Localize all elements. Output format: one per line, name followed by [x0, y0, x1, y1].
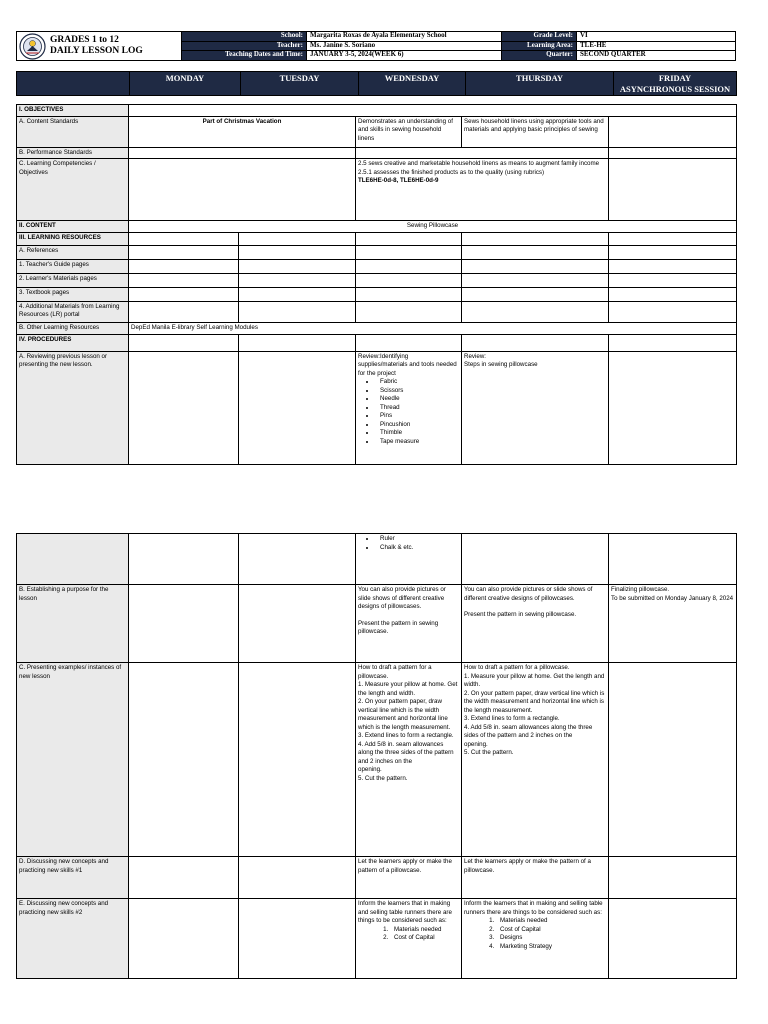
day-thursday: THURSDAY — [466, 72, 614, 96]
list-item: • Ruler — [376, 535, 459, 544]
list-item: 2. Cost of Capital — [496, 926, 606, 935]
day-friday-line1: FRIDAY — [658, 73, 692, 83]
performance-standards-label: B. Performance Standards — [17, 147, 129, 159]
christmas-vacation-text: Part of Christmas Vacation — [129, 116, 356, 147]
cs-thursday: Sews household linens using appropriate tools and materials and applying basic principles of sewing — [462, 116, 609, 147]
row-review — [17, 351, 737, 464]
list-item: 1. Materials needed — [496, 917, 606, 926]
list-item: 3. Designs — [496, 934, 606, 943]
step-text: How to draft a pattern for a pillowcase. — [464, 664, 570, 671]
discuss2-intro: Inform the learners that in making and selling table runners there are things to be considered such as: — [464, 900, 603, 916]
dates-label: Teaching Dates and Time: — [182, 51, 307, 61]
row-textbook — [17, 287, 737, 301]
header-table — [16, 31, 736, 61]
school-value: Margarita Roxas de Ayala Elementary School — [307, 32, 502, 42]
review-wednesday — [356, 351, 462, 464]
teacher-value: Ms. Janine S. Soriano — [307, 41, 502, 51]
purpose-fri-text1: Finalizing pillowcase. — [611, 586, 670, 593]
list-item: 2. Cost of Capital — [390, 934, 459, 943]
competency-line1: 2.5 sews creative and marketable household linens as means to augment family income — [358, 160, 600, 167]
competency-codes: TLE6HE-0d-8, TLE6HE-0d-9 — [358, 177, 439, 184]
step-text: opening. — [358, 766, 382, 773]
discuss1-wednesday: Let the learners apply or make the pattern of a pillowcase. — [356, 857, 462, 899]
title-line1: GRADES 1 to 12 — [50, 35, 119, 45]
review-thursday — [462, 351, 609, 464]
title-line2: DAILY LESSON LOG — [50, 46, 143, 56]
header-title-cell — [17, 32, 182, 61]
step-text: 5. Cut the pattern. — [358, 774, 408, 782]
review-thu-line2: Steps in sewing pillowcase — [464, 361, 538, 368]
list-item: • Thimble — [376, 429, 459, 438]
purpose-wednesday — [356, 585, 462, 663]
content-value: Sewing Pillowcase — [129, 221, 737, 233]
list-item: • Pincushion — [376, 421, 459, 430]
school-label: School: — [182, 32, 307, 42]
row-purpose — [17, 585, 737, 663]
content-standards-label: A. Content Standards — [17, 116, 129, 147]
list-item: • Needle — [376, 395, 459, 404]
teachers-guide-label: 1. Teacher's Guide pages — [17, 259, 129, 273]
row-procedures — [17, 334, 737, 351]
day-friday — [614, 72, 737, 96]
competencies-label: C. Learning Competencies / Objectives — [17, 159, 129, 221]
list-item: • Pins — [376, 412, 459, 421]
step-text: 1. Measure your pillow at home. Get the length and width. — [358, 681, 458, 697]
day-friday-line2: ASYNCHRONOUS SESSION — [619, 84, 731, 94]
purpose-wed-text1: You can also provide pictures or slide shows of different creative designs of pillowcases. — [358, 586, 446, 610]
day-wednesday: WEDNESDAY — [359, 72, 466, 96]
objectives-label: I. OBJECTIVES — [17, 105, 129, 117]
row-competencies — [17, 159, 737, 221]
dates-value: JANUARY 3-5, 2024(WEEK 6) — [307, 51, 502, 61]
discuss1-thursday: Let the learners apply or make the pattern of a pillowcase. — [462, 857, 609, 899]
lesson-table-page1 — [16, 104, 737, 465]
competencies-text — [356, 159, 609, 221]
grade-value: VI — [577, 32, 736, 42]
competency-line2: 2.5.1 assesses the finished products as to the quality (using rubrics) — [358, 168, 545, 176]
procedures-label: IV. PROCEDURES — [17, 334, 129, 351]
discuss1-label: D. Discussing new concepts and practicing new skills #1 — [17, 857, 129, 899]
discuss2-wednesday — [356, 899, 462, 979]
review-wed-intro: Review:Identifying supplies/materials and tools needed for the project — [358, 352, 457, 377]
purpose-thu-text1: You can also provide pictures or slide shows of different creative designs of pillowcases. — [464, 586, 593, 602]
discuss2-thursday — [462, 899, 609, 979]
step-text: 2. On your pattern paper, draw vertical line which is the width measurement and horizontal line which is the length measurement. — [464, 689, 605, 714]
list-item: • Scissors — [376, 387, 459, 396]
row-content — [17, 221, 737, 233]
examples-label: C. Presenting examples/ instances of new lesson — [17, 663, 129, 857]
list-item: • Chalk & etc. — [376, 544, 459, 553]
row-review-continued — [17, 534, 737, 585]
day-header-blank — [17, 72, 130, 96]
review-continued-wednesday — [356, 534, 462, 585]
deped-seal-icon — [19, 33, 46, 60]
row-examples — [17, 663, 737, 857]
step-text: 1. Measure your pillow at home. Get the length and width. — [464, 672, 605, 688]
lesson-table-page2 — [16, 533, 737, 979]
row-teachers-guide — [17, 259, 737, 273]
references-label: A. References — [17, 245, 129, 259]
other-resources-label: B. Other Learning Resources — [17, 322, 129, 334]
content-label: II. CONTENT — [17, 221, 129, 233]
step-text: 4. Add 5/8 in. seam allowances along the three sides of the pattern and 2 inches on the — [358, 740, 454, 765]
textbook-label: 3. Textbook pages — [17, 287, 129, 301]
list-item: • Thread — [376, 404, 459, 413]
review-items-list — [358, 378, 459, 446]
row-content-standards — [17, 116, 737, 147]
purpose-thu-text2: Present the pattern in sewing pillowcase. — [464, 611, 577, 618]
teacher-label: Teacher: — [182, 41, 307, 51]
area-value: TLE-HE — [577, 41, 736, 51]
list-item: 1. Materials needed — [390, 926, 459, 935]
step-text: 2. On your pattern paper, draw vertical line which is the width measurement and horizontal line which is the length measurement. — [358, 698, 451, 731]
examples-thursday — [462, 663, 609, 857]
quarter-label: Quarter: — [502, 51, 577, 61]
learners-materials-label: 2. Learner's Materials pages — [17, 273, 129, 287]
row-additional-materials — [17, 301, 737, 322]
day-monday: MONDAY — [130, 72, 241, 96]
step-text: 3. Extend lines to form a rectangle. — [464, 715, 560, 722]
day-header-table — [16, 71, 737, 96]
step-text: How to draft a pattern for a pillowcase. — [358, 664, 432, 680]
list-item: 4. Marketing Strategy — [496, 943, 606, 952]
row-discuss-2 — [17, 899, 737, 979]
quarter-value: SECOND QUARTER — [577, 51, 736, 61]
discuss2-intro: Inform the learners that in making and selling table runners there are things to be considered such as: — [358, 900, 452, 924]
examples-wednesday — [356, 663, 462, 857]
purpose-wed-text2: Present the pattern in sewing pillowcase. — [358, 619, 439, 635]
row-learners-materials — [17, 273, 737, 287]
list-item: • Tape measure — [376, 438, 459, 447]
step-text: 3. Extend lines to form a rectangle. — [358, 732, 454, 739]
purpose-label: B. Establishing a purpose for the lesson — [17, 585, 129, 663]
review-thu-line1: Review: — [464, 352, 487, 360]
other-resources-value: DepEd Manila E-library Self Learning Modules — [129, 322, 737, 334]
row-objectives — [17, 105, 737, 117]
area-label: Learning Area: — [502, 41, 577, 51]
row-references — [17, 245, 737, 259]
purpose-thursday — [462, 585, 609, 663]
day-tuesday: TUESDAY — [241, 72, 359, 96]
review-label: A. Reviewing previous lesson or presenting the new lesson. — [17, 351, 129, 464]
step-text: opening. — [464, 740, 488, 748]
purpose-friday — [609, 585, 737, 663]
resources-label: III. LEARNING RESOURCES — [17, 232, 129, 245]
step-text: 5. Cut the pattern. — [464, 749, 514, 756]
row-other-resources — [17, 322, 737, 334]
purpose-fri-text2: To be submitted on Monday January 8, 2024 — [611, 594, 734, 602]
row-discuss-1 — [17, 857, 737, 899]
cs-wednesday: Demonstrates an understanding of and skills in sewing household linens — [356, 116, 462, 147]
row-resources — [17, 232, 737, 245]
list-item: • Fabric — [376, 378, 459, 387]
grade-label: Grade Level: — [502, 32, 577, 42]
step-text: 4. Add 5/8 in. seam allowances along the three sides of the pattern and 2 inches on the — [464, 723, 593, 739]
discuss2-label: E. Discussing new concepts and practicing new skills #2 — [17, 899, 129, 979]
additional-materials-label: 4. Additional Materials from Learning Resources (LR) portal — [17, 301, 129, 322]
row-performance-standards — [17, 147, 737, 159]
